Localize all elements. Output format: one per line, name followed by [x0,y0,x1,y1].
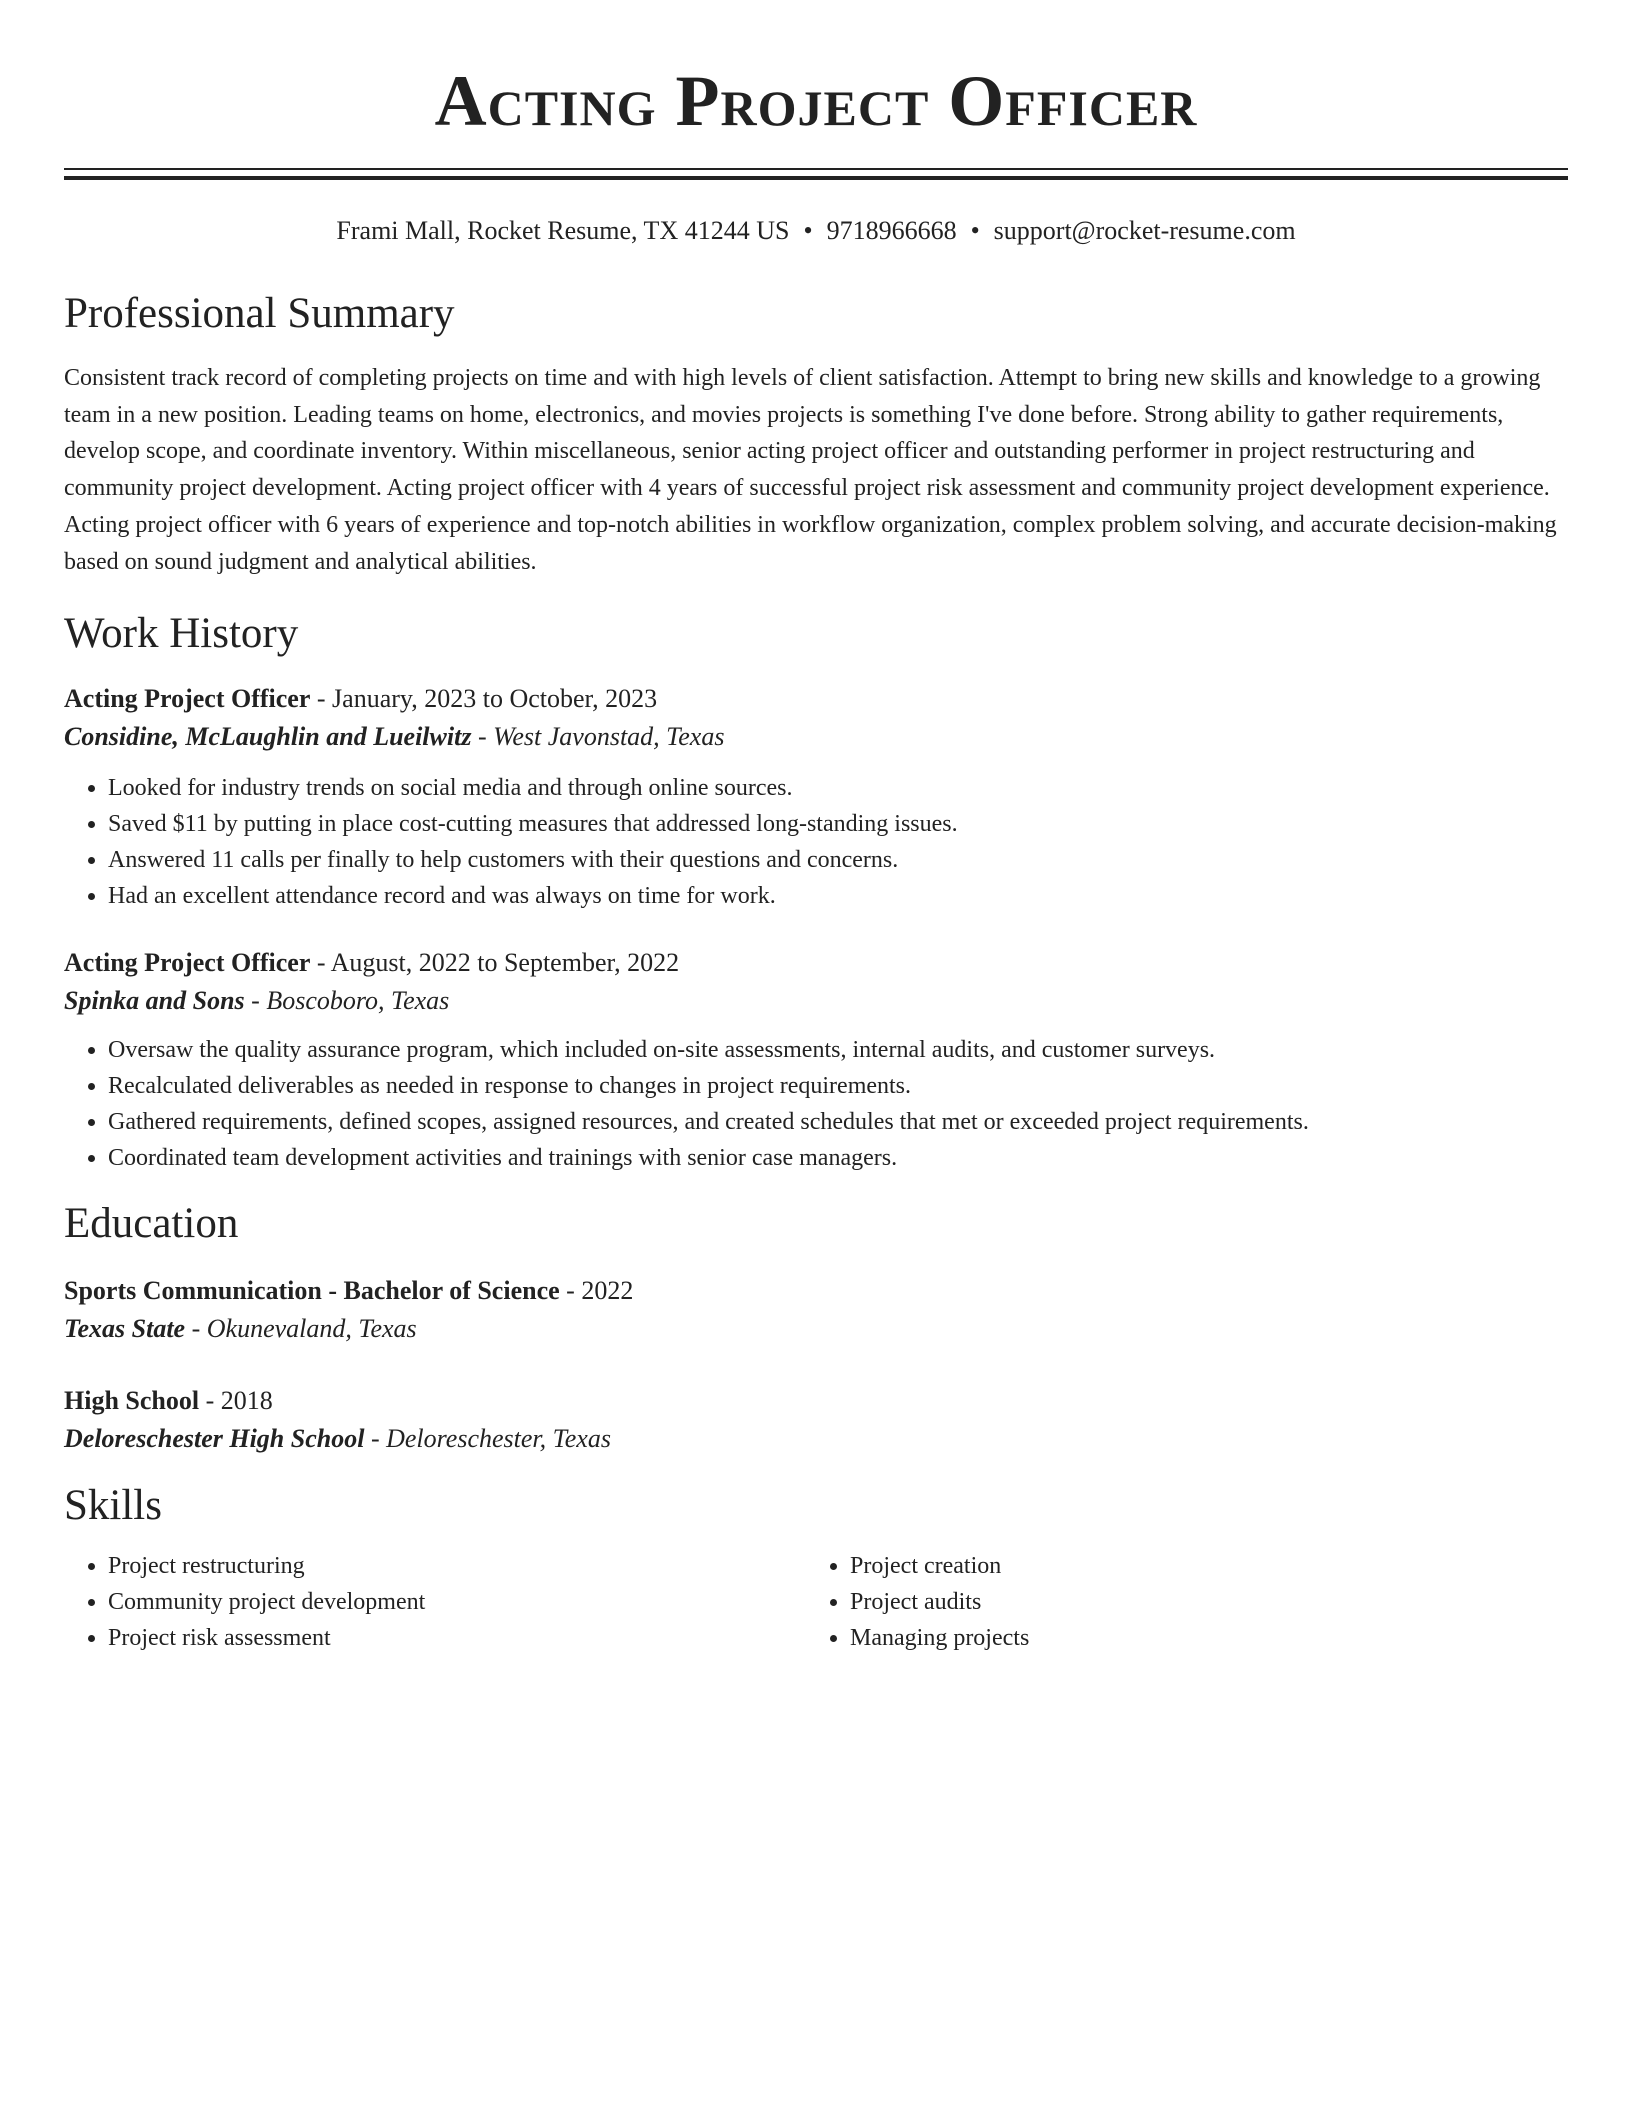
list-item: • Answered 11 calls per finally to help customers with their questions and concerns. [108,842,1568,878]
job-location: - Boscoboro, Texas [244,986,450,1016]
skills-grid [64,1548,1568,1656]
summary-heading: Professional Summary [64,290,455,337]
school-location: - Okunevaland, Texas [185,1314,417,1344]
list-item: • Oversaw the quality assurance program, which included on-site assessments, internal audits, and customer surveys. [108,1032,1568,1068]
skill-item: • Project creation [850,1548,1548,1584]
degree-year: - 2018 [199,1386,273,1416]
job-title-line [64,944,1568,982]
education-entry [64,1382,1568,1458]
contact-separator: • [803,216,813,245]
list-item: • Saved $11 by putting in place cost-cutting measures that addressed long-standing issues. [108,806,1568,842]
job-title: Acting Project Officer [64,948,311,978]
degree-line [64,1382,1568,1420]
job-bullets [64,1032,1568,1176]
education-entry [64,1272,1568,1348]
list-item: • Coordinated team development activities and trainings with senior case managers. [108,1140,1568,1176]
job-company-line [64,718,1568,756]
job-location: - West Javonstad, Texas [471,722,725,752]
school-name: Deloreschester High School [64,1424,365,1454]
header-divider-thin [64,168,1568,170]
job-company: Considine, McLaughlin and Lueilwitz [64,722,472,752]
skills-list [806,1548,1548,1656]
skill-item: • Project audits [850,1584,1548,1620]
resume-title: Acting Project Officer [434,61,1198,141]
skills-heading: Skills [64,1482,162,1530]
job-company-line [64,982,1568,1020]
degree-year: - 2022 [559,1276,634,1306]
job-title: Acting Project Officer [64,684,311,714]
skill-item: • Managing projects [850,1620,1548,1656]
skill-item: • Project restructuring [108,1548,806,1584]
job-company: Spinka and Sons [64,986,245,1016]
work-history-heading: Work History [64,610,299,658]
contact-email[interactable]: support@rocket-resume.com [993,216,1296,245]
contact-phone: 9718966668 [826,216,957,245]
school-name: Texas State [64,1314,186,1344]
list-item: • Recalculated deliverables as needed in response to changes in project requirements. [108,1068,1568,1104]
school-location: - Deloreschester, Texas [364,1424,611,1454]
job-entry [64,944,1568,1176]
list-item: • Had an excellent attendance record and was always on time for work. [108,878,1568,914]
list-item: • Looked for industry trends on social media and through online sources. [108,770,1568,806]
header-divider-thick [64,176,1568,180]
skills-column-right [806,1548,1548,1656]
summary-text: Consistent track record of completing projects on time and with high levels of client satisfaction. Attempt to bring new skills and knowledge to a growing team in a new position. Leading teams on home, electronics, and movies projects is something I've done before. Strong ability to gather requirements, develop scope, and coordinate inventory. Within miscellaneous, senior acting project officer and outstanding performer in project restructuring and community project development. Acting project officer with 4 years of successful project risk assessment and community project development experience. Acting project officer with 6 years of experience and top-notch abilities in workflow organization, complex problem solving, and accurate decision-making based on sound judgment and analytical abilities. [64,365,1557,575]
skills-column-left [64,1548,806,1656]
degree-name: High School [64,1386,200,1416]
school-line [64,1310,1568,1348]
skill-item: • Project risk assessment [108,1620,806,1656]
skill-item: • Community project development [108,1584,806,1620]
job-title-line [64,680,1568,718]
contact-separator: • [970,216,980,245]
list-item: • Gathered requirements, defined scopes, assigned resources, and created schedules that met or exceeded project requirements. [108,1104,1568,1140]
degree-line [64,1272,1568,1310]
school-line [64,1420,1568,1458]
contact-address: Frami Mall, Rocket Resume, TX 41244 US [336,216,790,245]
job-bullets [64,770,1568,914]
job-dates: - January, 2023 to October, 2023 [310,684,658,714]
job-entry [64,680,1568,914]
degree-name: Sports Communication - Bachelor of Science [64,1276,560,1306]
job-dates: - August, 2022 to September, 2022 [310,948,680,978]
contact-line [64,214,1568,248]
education-heading: Education [64,1200,239,1248]
skills-list [64,1548,806,1656]
